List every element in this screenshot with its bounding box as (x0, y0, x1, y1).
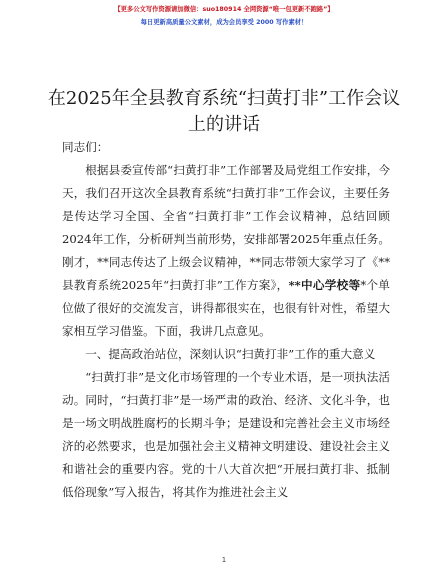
promo-line-2: 每日更新高质量公文素材，成为会员享受 2000 写作素材！ (140, 19, 308, 26)
paragraph-intro (62, 159, 390, 343)
title-line-1: 在2025年全县教育系统“扫黄打非”工作会议 (47, 88, 401, 109)
document-title (44, 86, 404, 138)
section-heading-1: 一、提高政治站位，深刻认识“扫黄打非”工作的重大意义 (85, 347, 376, 361)
promo-banner (0, 3, 448, 29)
document-body (62, 136, 390, 504)
promo-line-1: 【更多公文写作资源请加微信：suo180914 全网资源“唯一包更新不跑路”】 (114, 6, 334, 13)
paragraph-section-1: “扫黄打非”是文化市场管理的一个专业术语，是一项执法活动。同时，“扫黄打非”是一场严肃的政治、经济、文化斗争，也是一场文明战胜腐朽的长期斗争；是建设和完善社会主义市场经济的必然要求，也是加强社会主义精神文明建设、建设社会主义和谐社会的重要内容。党的十八大首次把“开展扫黄打非、抵制低俗现象”写入报告，将其作为推进社会主义 (62, 370, 390, 499)
greeting: 同志们： (62, 140, 109, 154)
paragraph-intro-text: 根据县委宣传部“扫黄打非”工作部署及局党组工作安排，今天，我们召开这次全县教育系统“扫黄打非”工作会议，主要任务是传达学习全国、全省“扫黄打非”工作会议精神，总结回顾2024年工作，分析研判当前形势，安排部署2025年重点任务。刚才，**同志传达了上级会议精神，**同志带领大家学习了《**县教育系统2025年“扫黄打非”工作方案》， (62, 163, 390, 292)
page-number: 1 (221, 556, 227, 564)
paragraph-intro-bold: **中心学校等 (288, 278, 361, 292)
title-line-2: 上的讲话 (188, 114, 260, 135)
paragraph-intro-end: *个单位做了很好的交流发言，讲得都很实在，也很有针对性，希望大家相互学习借鉴。下面，我讲几点意见。 (62, 278, 390, 338)
